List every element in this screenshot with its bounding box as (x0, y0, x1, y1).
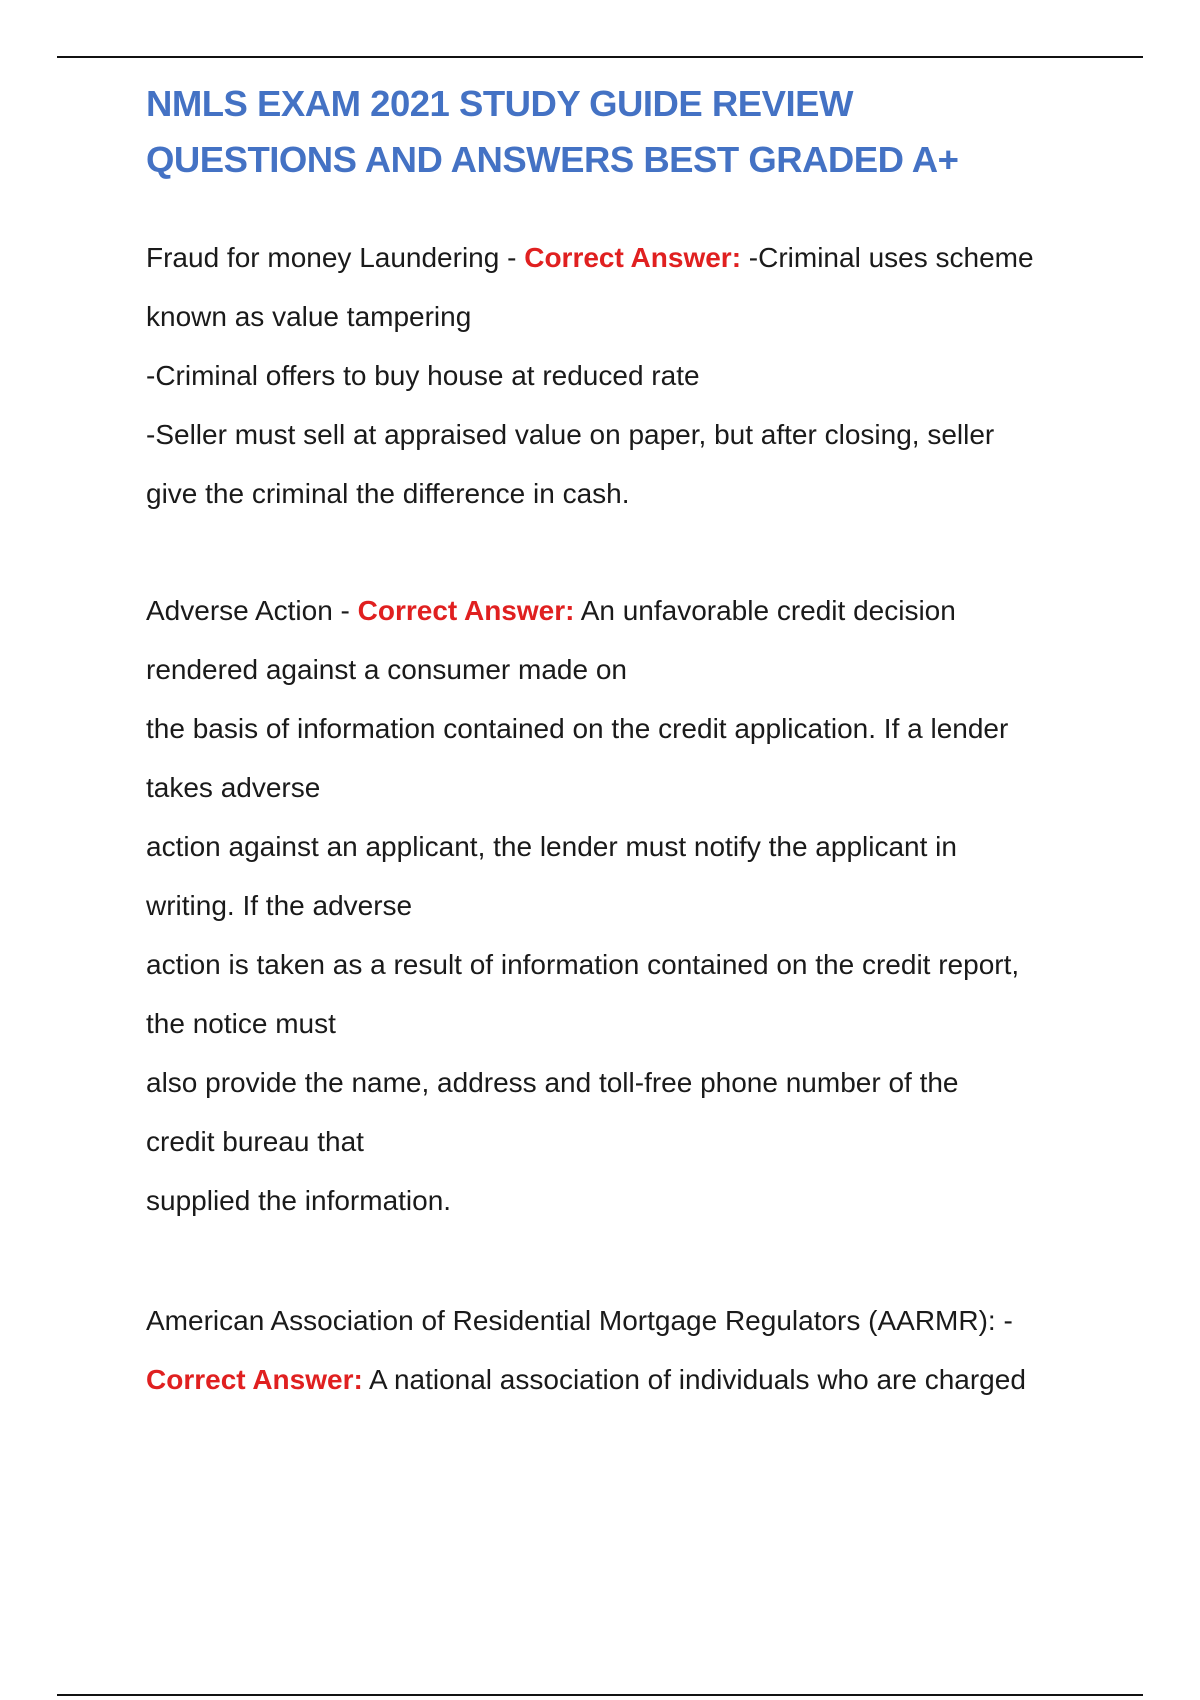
entry-second-line (146, 1350, 1106, 1409)
entry-first-line (146, 1291, 1106, 1350)
answer-line: also provide the name, address and toll-free phone number of the (146, 1067, 959, 1098)
answer-line: give the criminal the difference in cash. (146, 478, 630, 509)
answer-line: writing. If the adverse (146, 890, 413, 921)
answer-line: credit bureau that (146, 1126, 364, 1157)
title-line-2: QUESTIONS AND ANSWERS BEST GRADED A+ (146, 139, 959, 180)
top-rule (57, 56, 1143, 58)
entry-term: Adverse Action - (146, 595, 358, 626)
answer-line: rendered against a consumer made on (146, 654, 627, 685)
bottom-rule (57, 1694, 1143, 1696)
answer-line: known as value tampering (146, 301, 472, 332)
answer-text: A national association of individuals who are charged (362, 1364, 1026, 1395)
answer-line: -Seller must sell at appraised value on paper, but after closing, seller (146, 419, 995, 450)
qa-entry (146, 581, 1106, 1230)
answer-line: supplied the information. (146, 1185, 452, 1216)
title-line-1: NMLS EXAM 2021 STUDY GUIDE REVIEW (146, 83, 853, 124)
answer-text: An unfavorable credit decision (574, 595, 956, 626)
entry-term: Fraud for money Laundering - (146, 242, 525, 273)
answer-line: action against an applicant, the lender must notify the applicant in (146, 831, 957, 862)
answer-line: takes adverse (146, 772, 321, 803)
entry-first-line (146, 228, 1106, 287)
qa-entry (146, 1291, 1106, 1409)
entry-first-line (146, 581, 1106, 640)
answer-line: action is taken as a result of information contained on the credit report, (146, 949, 1020, 980)
entry-term: American Association of Residential Mortgage Regulators (AARMR): - (146, 1305, 1013, 1336)
answer-text: -Criminal uses scheme (741, 242, 1034, 273)
document-title (146, 76, 1106, 188)
answer-line: -Criminal offers to buy house at reduced rate (146, 360, 700, 391)
correct-answer-label: Correct Answer: (357, 595, 575, 626)
qa-entry (146, 228, 1106, 523)
correct-answer-label: Correct Answer: (146, 1364, 363, 1395)
correct-answer-label: Correct Answer: (524, 242, 742, 273)
answer-line: the basis of information contained on the credit application. If a lender (146, 713, 1009, 744)
answer-line: the notice must (146, 1008, 336, 1039)
